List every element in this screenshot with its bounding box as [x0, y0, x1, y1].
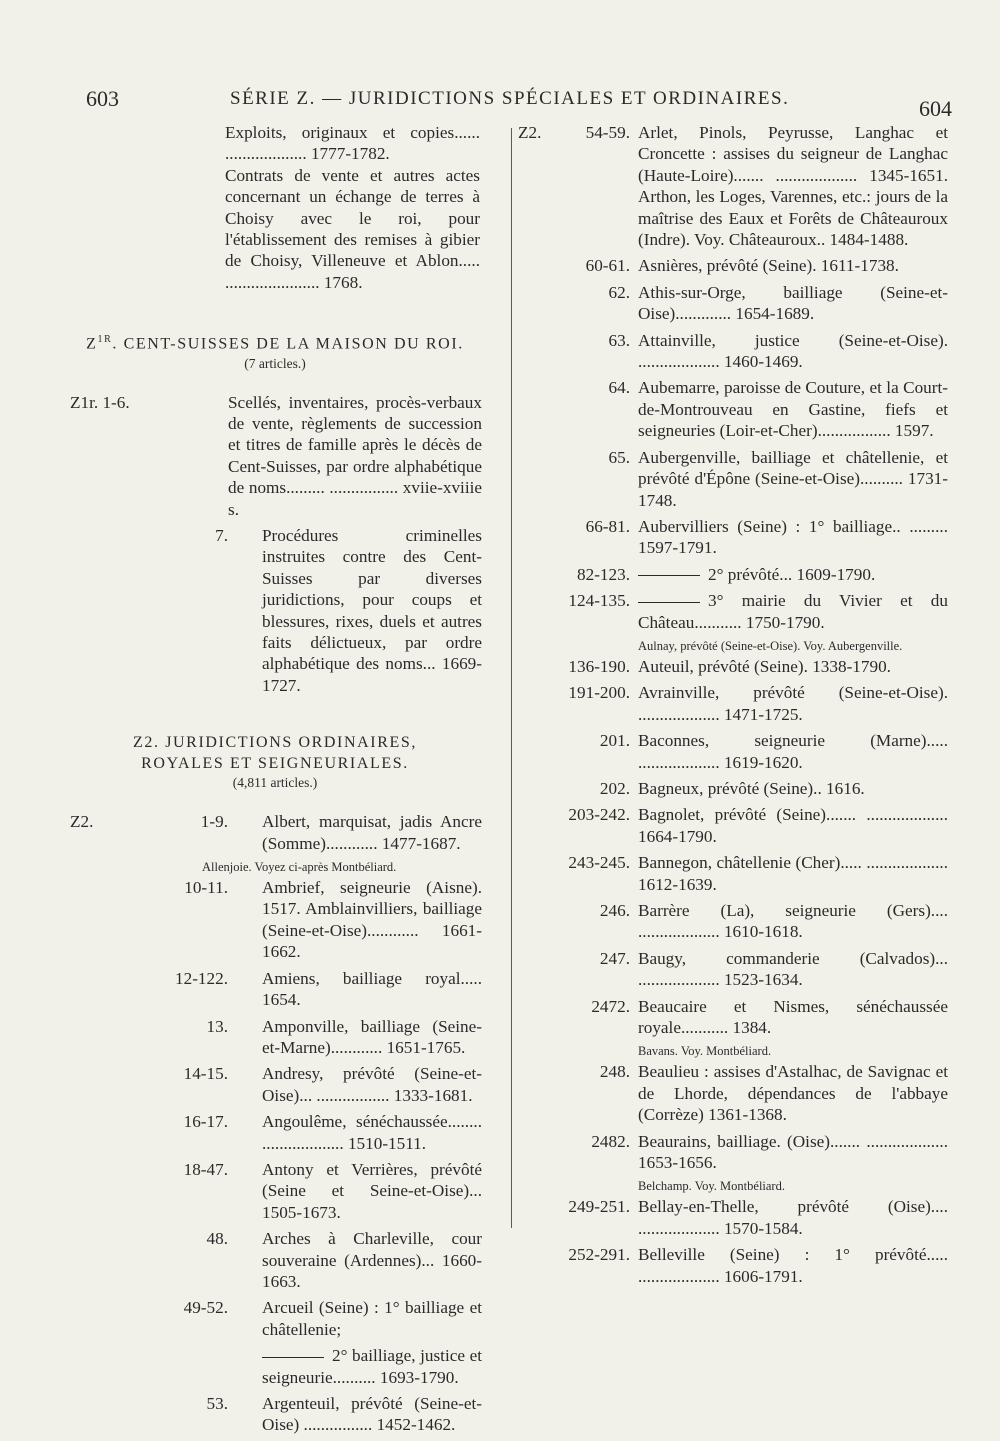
right-column	[518, 122, 970, 1292]
entry-number: 124-135.	[568, 591, 630, 611]
entry-code	[518, 656, 554, 677]
entry-text: Aubemarre, paroisse de Couture, et la Court-de-Montrouveau en Gastine, fiefs et seigneuries (Loir-et-Cher)................. 1597.	[638, 378, 948, 441]
entry-text: Ambrief, seigneurie (Aisne). 1517. Amblainvilliers, bailliage (Seine-et-Oise)............ 1661-1662.	[262, 878, 482, 962]
entry-code	[70, 1393, 128, 1436]
entry-desc	[262, 811, 510, 854]
entry-number: 202.	[599, 778, 630, 798]
entry-text: Auteuil, prévôté (Seine). 1338-1790.	[638, 656, 891, 676]
list-item	[518, 778, 970, 799]
entry-code	[70, 1159, 128, 1223]
entry-number: 62.	[608, 282, 630, 302]
entry-desc	[638, 852, 970, 895]
section-code: Z	[86, 335, 98, 353]
entry-desc	[638, 996, 970, 1039]
entry-desc	[262, 1228, 510, 1292]
list-item	[70, 1297, 510, 1340]
entry-text: Asnières, prévôté (Seine). 1611-1738.	[638, 256, 899, 276]
list-item	[518, 1131, 970, 1174]
section-subtitle: (7 articles.)	[244, 355, 306, 371]
entry-number: 201.	[599, 731, 630, 751]
entry-number: 2482.	[591, 1131, 630, 1151]
section-heading: ROYALES ET SEIGNEURIALES.	[141, 755, 409, 773]
entry-code	[518, 447, 554, 511]
entry-code	[70, 1345, 128, 1388]
column-divider	[511, 128, 512, 1228]
entry-number: 246.	[599, 901, 630, 920]
entry-code	[518, 330, 554, 373]
list-item	[518, 948, 970, 991]
entry-text: 2° prévôté... 1609-1790.	[708, 564, 876, 584]
entry-code	[518, 377, 554, 441]
entry-text: Attainville, justice (Seine-et-Oise). ................... 1460-1469.	[638, 330, 948, 372]
entry-code	[518, 948, 554, 991]
list-item	[518, 516, 970, 559]
entry-desc	[638, 564, 970, 585]
entry-number: 54-59.	[585, 123, 630, 142]
ditto-dash	[638, 602, 700, 603]
entry-text: Beaucaire et Nismes, sénéchaussée royale........... 1384.	[638, 996, 948, 1038]
entry-text: Barrère (La), seigneurie (Gers).... ................... 1610-1618.	[638, 901, 948, 942]
entry-text: Aubergenville, bailliage et châtellenie, et prévôté d'Épône (Seine-et-Oise).......... 1731-1748.	[638, 447, 948, 510]
entry-code	[518, 900, 554, 943]
entry-number: 66-81.	[585, 516, 630, 536]
entry-number: 248.	[599, 1062, 630, 1082]
entry-desc	[638, 447, 970, 511]
entry-desc	[638, 516, 970, 559]
entry-desc	[638, 1244, 970, 1287]
list-item	[518, 852, 970, 895]
list-item	[518, 590, 970, 633]
list-item	[518, 1196, 970, 1239]
entry-number: 48.	[206, 1229, 228, 1249]
list-item	[518, 122, 970, 250]
entry-text: Baconnes, seigneurie (Marne)..... ................... 1619-1620.	[638, 731, 948, 772]
list-item	[70, 1228, 510, 1292]
list-item	[518, 282, 970, 325]
entry-code: Z1r. 1-6.	[70, 392, 130, 412]
cross-reference-note: Aulnay, prévôté (Seine-et-Oise). Voy. Aubergenville.	[638, 638, 903, 653]
entry-number: 53.	[206, 1394, 228, 1414]
entry-desc	[638, 948, 970, 991]
section-heading	[70, 329, 510, 354]
entry-desc	[638, 778, 970, 799]
entry-code	[70, 1063, 128, 1106]
list-item	[70, 392, 510, 520]
entry-list	[518, 122, 970, 1292]
entry-text: Athis-sur-Orge, bailliage (Seine-et-Oise)............. 1654-1689.	[638, 282, 948, 324]
entry-text: Scellés, inventaires, procès-verbaux de vente, règlements de succession et titres de famille après le décès de Cent-Suisses, par ordre alphabétique de noms......... ................ xviie-xviiie s.	[228, 392, 482, 519]
section-title: . CENT-SUISSES DE LA MAISON DU ROI.	[112, 335, 464, 353]
list-item	[518, 900, 970, 943]
ditto-dash	[262, 1357, 324, 1358]
list-item	[70, 1111, 510, 1154]
entry-text: Baugy, commanderie (Calvados)... ................... 1523-1634.	[638, 948, 948, 990]
entry-text: Albert, marquisat, jadis Ancre (Somme)............ 1477-1687.	[262, 812, 482, 853]
intro-paragraph: Contrats de vente et autres actes concernant un échange de terres à Choisy avec le roi, pour l'établissement des remises à gibier de Choisy, Villeneuve et Ablon..... ...................... 1768.	[225, 165, 480, 292]
entry-number: 1-9.	[200, 812, 228, 832]
entry-desc	[262, 1111, 510, 1154]
entry-list	[70, 811, 510, 1441]
entry-desc	[638, 1131, 970, 1174]
entry-code	[518, 590, 554, 633]
list-item	[70, 1063, 510, 1106]
entry-desc	[638, 1061, 970, 1125]
cross-reference-note: Allenjoie. Voyez ci-après Montbéliard.	[202, 860, 397, 875]
entry-code	[518, 996, 554, 1039]
entry-code	[518, 516, 554, 559]
entry-text: Arlet, Pinols, Peyrusse, Langhac et Croncette : assises du seigneur de Langhac (Haute-Loire)....... ................... 1345-1651. Arthon, les Loges, Varennes, etc.: jours de la maîtrise des Eaux et Forêts de Châteauroux (Indre). Voy. Châteauroux.. 1484-1488.	[638, 123, 948, 250]
entry-text: Antony et Verrières, prévôté (Seine et Seine-et-Oise)... 1505-1673.	[262, 1159, 482, 1222]
entry-code	[70, 1228, 128, 1292]
list-item	[518, 996, 970, 1039]
entry-code	[518, 852, 554, 895]
entry-text: Arcueil (Seine) : 1° bailliage et châtellenie;	[262, 1298, 482, 1339]
list-item	[518, 255, 970, 276]
page-number-left: 603	[86, 86, 119, 111]
entry-number: 191-200.	[568, 683, 630, 703]
intro-paragraph: Exploits, originaux et copies...... ................... 1777-1782.	[225, 123, 480, 164]
section-heading: Z2. JURIDICTIONS ORDINAIRES,	[133, 734, 417, 752]
entry-number: 249-251.	[568, 1197, 630, 1217]
entry-number: 247.	[599, 948, 630, 968]
entry-text: Avrainville, prévôté (Seine-et-Oise). ................... 1471-1725.	[638, 683, 948, 724]
list-item	[518, 730, 970, 773]
list-item	[518, 804, 970, 847]
left-column	[70, 122, 510, 1441]
entry-text: Aubervilliers (Seine) : 1° bailliage.. ......... 1597-1791.	[638, 516, 948, 558]
entry-desc	[638, 122, 970, 250]
entry-text: Belleville (Seine) : 1° prévôté..... ................... 1606-1791.	[638, 1245, 948, 1286]
entry-text: Argenteuil, prévôté (Seine-et-Oise) ................ 1452-1462.	[262, 1394, 482, 1435]
entry-desc	[638, 682, 970, 725]
page-number-right: 604	[919, 96, 952, 121]
ditto-dash	[638, 575, 700, 576]
list-item	[518, 447, 970, 511]
list-item	[70, 1159, 510, 1223]
entry-desc	[638, 730, 970, 773]
entry-desc	[262, 1063, 510, 1106]
entry-number: 49-52.	[183, 1298, 228, 1318]
entry-code	[518, 1196, 554, 1239]
entry-number: 12-122.	[175, 968, 228, 988]
list-item	[518, 564, 970, 585]
entry-code	[70, 1111, 128, 1154]
entry-code	[518, 282, 554, 325]
entry-desc	[262, 1345, 510, 1388]
entry-desc	[638, 1196, 970, 1239]
list-item	[70, 1345, 510, 1388]
entry-number: 14-15.	[183, 1064, 228, 1084]
entry-code	[518, 730, 554, 773]
entry-number: 10-11.	[184, 878, 228, 898]
entry-code	[518, 804, 554, 847]
entry-number: 252-291.	[568, 1245, 630, 1265]
entry-number: 13.	[206, 1016, 228, 1036]
entry-text: Beaurains, bailliage. (Oise)....... ................... 1653-1656.	[638, 1131, 948, 1173]
entry-number: 63.	[608, 330, 630, 350]
cross-reference-note: Belchamp. Voy. Montbéliard.	[638, 1179, 785, 1194]
entry-number: 64.	[608, 378, 630, 398]
entry-code	[70, 877, 128, 963]
entry-desc	[638, 377, 970, 441]
entry-code	[518, 1061, 554, 1125]
entry-text: Bagneux, prévôté (Seine).. 1616.	[638, 778, 865, 798]
list-item	[70, 811, 510, 854]
entry-text: Angoulême, sénéchaussée........ ................... 1510-1511.	[262, 1112, 482, 1153]
entry-text: Amponville, bailliage (Seine-et-Marne)............ 1651-1765.	[262, 1016, 482, 1057]
list-item	[70, 1016, 510, 1059]
entry-code: Z2.	[70, 812, 94, 832]
cross-reference-note: Bavans. Voy. Montbéliard.	[638, 1044, 772, 1059]
entry-number: 18-47.	[183, 1159, 228, 1179]
list-item	[70, 968, 510, 1011]
entry-number: 16-17.	[183, 1112, 228, 1132]
entry-text: 2° bailliage, justice et seigneurie.......... 1693-1790.	[262, 1346, 482, 1387]
entry-code	[518, 682, 554, 725]
running-title: SÉRIE Z. — JURIDICTIONS SPÉCIALES ET ORDINAIRES.	[230, 88, 790, 109]
entry-number: 60-61.	[585, 256, 630, 276]
entry-number: 82-123.	[577, 564, 630, 584]
entry-number: 243-245.	[568, 853, 630, 873]
entry-code	[70, 1016, 128, 1059]
entry-code	[518, 255, 554, 276]
entry-code	[518, 1244, 554, 1287]
entry-desc	[262, 968, 510, 1011]
entry-desc	[638, 590, 970, 633]
entry-desc	[262, 1016, 510, 1059]
list-item	[70, 1393, 510, 1436]
entry-desc	[638, 282, 970, 325]
entry-desc	[638, 255, 970, 276]
section-code-sup: 1R	[97, 334, 113, 346]
list-item	[518, 377, 970, 441]
entry-desc	[638, 656, 970, 677]
entry-text: Bagnolet, prévôté (Seine)....... ................... 1664-1790.	[638, 805, 948, 846]
entry-text: Amiens, bailliage royal..... 1654.	[262, 968, 482, 1010]
entry-desc	[262, 1159, 510, 1223]
list-item	[518, 1244, 970, 1287]
entry-code	[518, 778, 554, 799]
list-item	[70, 877, 510, 963]
entry-code	[70, 525, 128, 696]
list-item	[518, 656, 970, 677]
list-item	[518, 682, 970, 725]
entry-code	[518, 564, 554, 585]
entry-desc	[638, 900, 970, 943]
entry-desc	[262, 1393, 510, 1436]
entry-number: 203-242.	[568, 805, 630, 825]
entry-number: 65.	[608, 447, 630, 467]
entry-desc	[638, 804, 970, 847]
entry-code: Z2.	[518, 123, 542, 142]
entry-code	[70, 968, 128, 1011]
list-item	[518, 1061, 970, 1125]
entry-desc	[638, 330, 970, 373]
entry-code	[70, 1297, 128, 1340]
entry-code	[518, 1131, 554, 1174]
entry-text: Andresy, prévôté (Seine-et-Oise)... ................. 1333-1681.	[262, 1064, 482, 1105]
entry-text: Procédures criminelles instruites contre des Cent-Suisses par diverses juridictions, pour coups et blessures, rixes, duels et autres faits délictueux, par ordre alphabétique des noms... 1669-1727.	[262, 526, 482, 695]
entry-number: 2472.	[591, 996, 630, 1016]
entry-text: Beaulieu : assises d'Astalhac, de Savignac et de Lhorde, dépendances de l'abbaye (Corrèze) 1361-1368.	[638, 1062, 948, 1125]
entry-text: Arches à Charleville, cour souveraine (Ardennes)... 1660-1663.	[262, 1229, 482, 1291]
entry-number	[128, 1345, 262, 1388]
entry-number: 136-190.	[568, 656, 630, 676]
entry-desc	[262, 1297, 510, 1340]
list-item	[70, 525, 510, 696]
entry-number: 7.	[215, 526, 228, 546]
entry-text: Bellay-en-Thelle, prévôté (Oise).... ................... 1570-1584.	[638, 1197, 948, 1238]
entry-desc	[262, 877, 510, 963]
entry-text: Bannegon, châtellenie (Cher)..... ................... 1612-1639.	[638, 853, 948, 894]
list-item	[518, 330, 970, 373]
entry-text: 3° mairie du Vivier et du Château........... 1750-1790.	[638, 591, 948, 632]
section-subtitle: (4,811 articles.)	[232, 775, 318, 791]
